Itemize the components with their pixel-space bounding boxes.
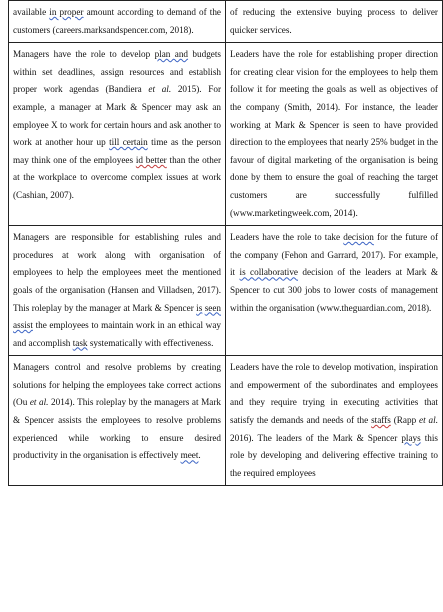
italic-text: et al.: [419, 415, 439, 426]
table-body: [9, 1, 443, 486]
proofing-marked-text: decision: [343, 232, 374, 243]
leaders-role-cell: [226, 43, 443, 226]
proofing-marked-text: meet: [180, 450, 199, 461]
table-row: [9, 356, 443, 486]
text-run: (Rapp: [390, 415, 420, 426]
text-run: Managers control and resolve problems by creating solutions for helping the employees take correct actions (Ou: [13, 362, 221, 408]
proofing-marked-text: task: [72, 337, 88, 348]
text-run: 2016). The leaders of the Mark & Spencer: [230, 432, 402, 443]
text-run: Managers are responsible for establishing rules and procedures at work along with organisation of employees to help the employees meet the mentioned goals of the organisation (Hansen and Villadsen, 2017). This roleplay by the manager at Mark & Spencer: [13, 232, 221, 313]
text-run: decision of the leaders at Mark & Spencer to cut 300 jobs to lower costs of management within the organisation (www.theguardian.com, 2018).: [230, 267, 439, 313]
managers-vs-leaders-table: [8, 0, 443, 486]
proofing-marked-text: plays: [401, 432, 421, 443]
managers-role-cell: [9, 43, 226, 226]
text-run: the employees to maintain work in an ethical way and accomplish: [13, 320, 221, 348]
managers-role-cell: [9, 226, 226, 356]
proofing-marked-text: till certain: [109, 137, 148, 148]
text-run: available: [13, 7, 50, 17]
proofing-marked-text: in proper: [49, 7, 84, 17]
text-run: of reducing the extensive buying process to deliver quicker services.: [230, 7, 438, 35]
text-run: for the future of the company (Fehon and Garrard, 2017). For example, it: [230, 232, 439, 278]
text-run: 2014). This roleplay by the managers at Mark & Spencer assists the employees to resolve problems experienced while working to ensure desired productivity in the organisation is effectively: [13, 397, 221, 461]
document-page: [8, 0, 439, 612]
text-run: 2015). For example, a manager at Mark & Spencer may ask an employee X to work for certain hours and ask another to work at another hour up: [13, 84, 222, 148]
managers-role-cell: [9, 356, 226, 486]
proofing-marked-text: plan and: [154, 49, 189, 60]
text-run: amount according to demand of the customers (careers.marksandspencer.com, 2018).: [13, 7, 221, 35]
table-row: [9, 226, 443, 356]
italic-text: et al.: [148, 84, 172, 95]
leaders-role-cell: [226, 226, 443, 356]
text-run: Managers have the role to develop: [13, 49, 155, 60]
proofing-marked-text: staffs: [371, 415, 391, 426]
proofing-marked-text: is collaborative: [239, 267, 299, 278]
italic-text: et al.: [29, 397, 49, 408]
proofing-marked-text: id better: [135, 154, 167, 165]
text-run: Leaders have the role for establishing proper direction for creating clear vision for the employees to help them follow it for meeting the goals as well as objectives of the company (Smith, 2014). For instance, the leader working at Mark & Spencer is seen to have provided direction to the employees that nearly 25% budget in the favour of digital marketing of the organisation is being done by them to ensure the goal of reaching the target customers are successfully fulfilled (www.marketingweek.com, 2014).: [230, 49, 438, 218]
table-row: [9, 43, 443, 226]
text-run: this role by developing and delivering effective training to the required employees: [230, 432, 438, 478]
text-run: Leaders have the role to develop motivation, inspiration and empowerment of the subordinates and employees and they require trying in executing activities that satisfy the demands and needs of the: [230, 362, 438, 426]
text-run: .: [198, 450, 201, 461]
managers-role-cell: [9, 1, 226, 43]
leaders-role-cell: [226, 356, 443, 486]
proofing-marked-text: seen assist: [13, 302, 222, 331]
table-row: [9, 1, 443, 43]
leaders-role-cell: [226, 1, 443, 43]
text-run: Leaders have the role to take: [230, 232, 344, 243]
text-run: systematically with effectiveness.: [87, 337, 214, 348]
text-run: budgets within set deadlines, assign resources and establish proper work agendas (Bandiera: [13, 49, 221, 95]
proofing-marked-text: is: [196, 302, 203, 313]
text-run: time as the person may think one of the employees: [13, 137, 222, 165]
text-run: than the other at the workplace to overcome complex issues at work (Cashian, 2007).: [13, 154, 222, 200]
